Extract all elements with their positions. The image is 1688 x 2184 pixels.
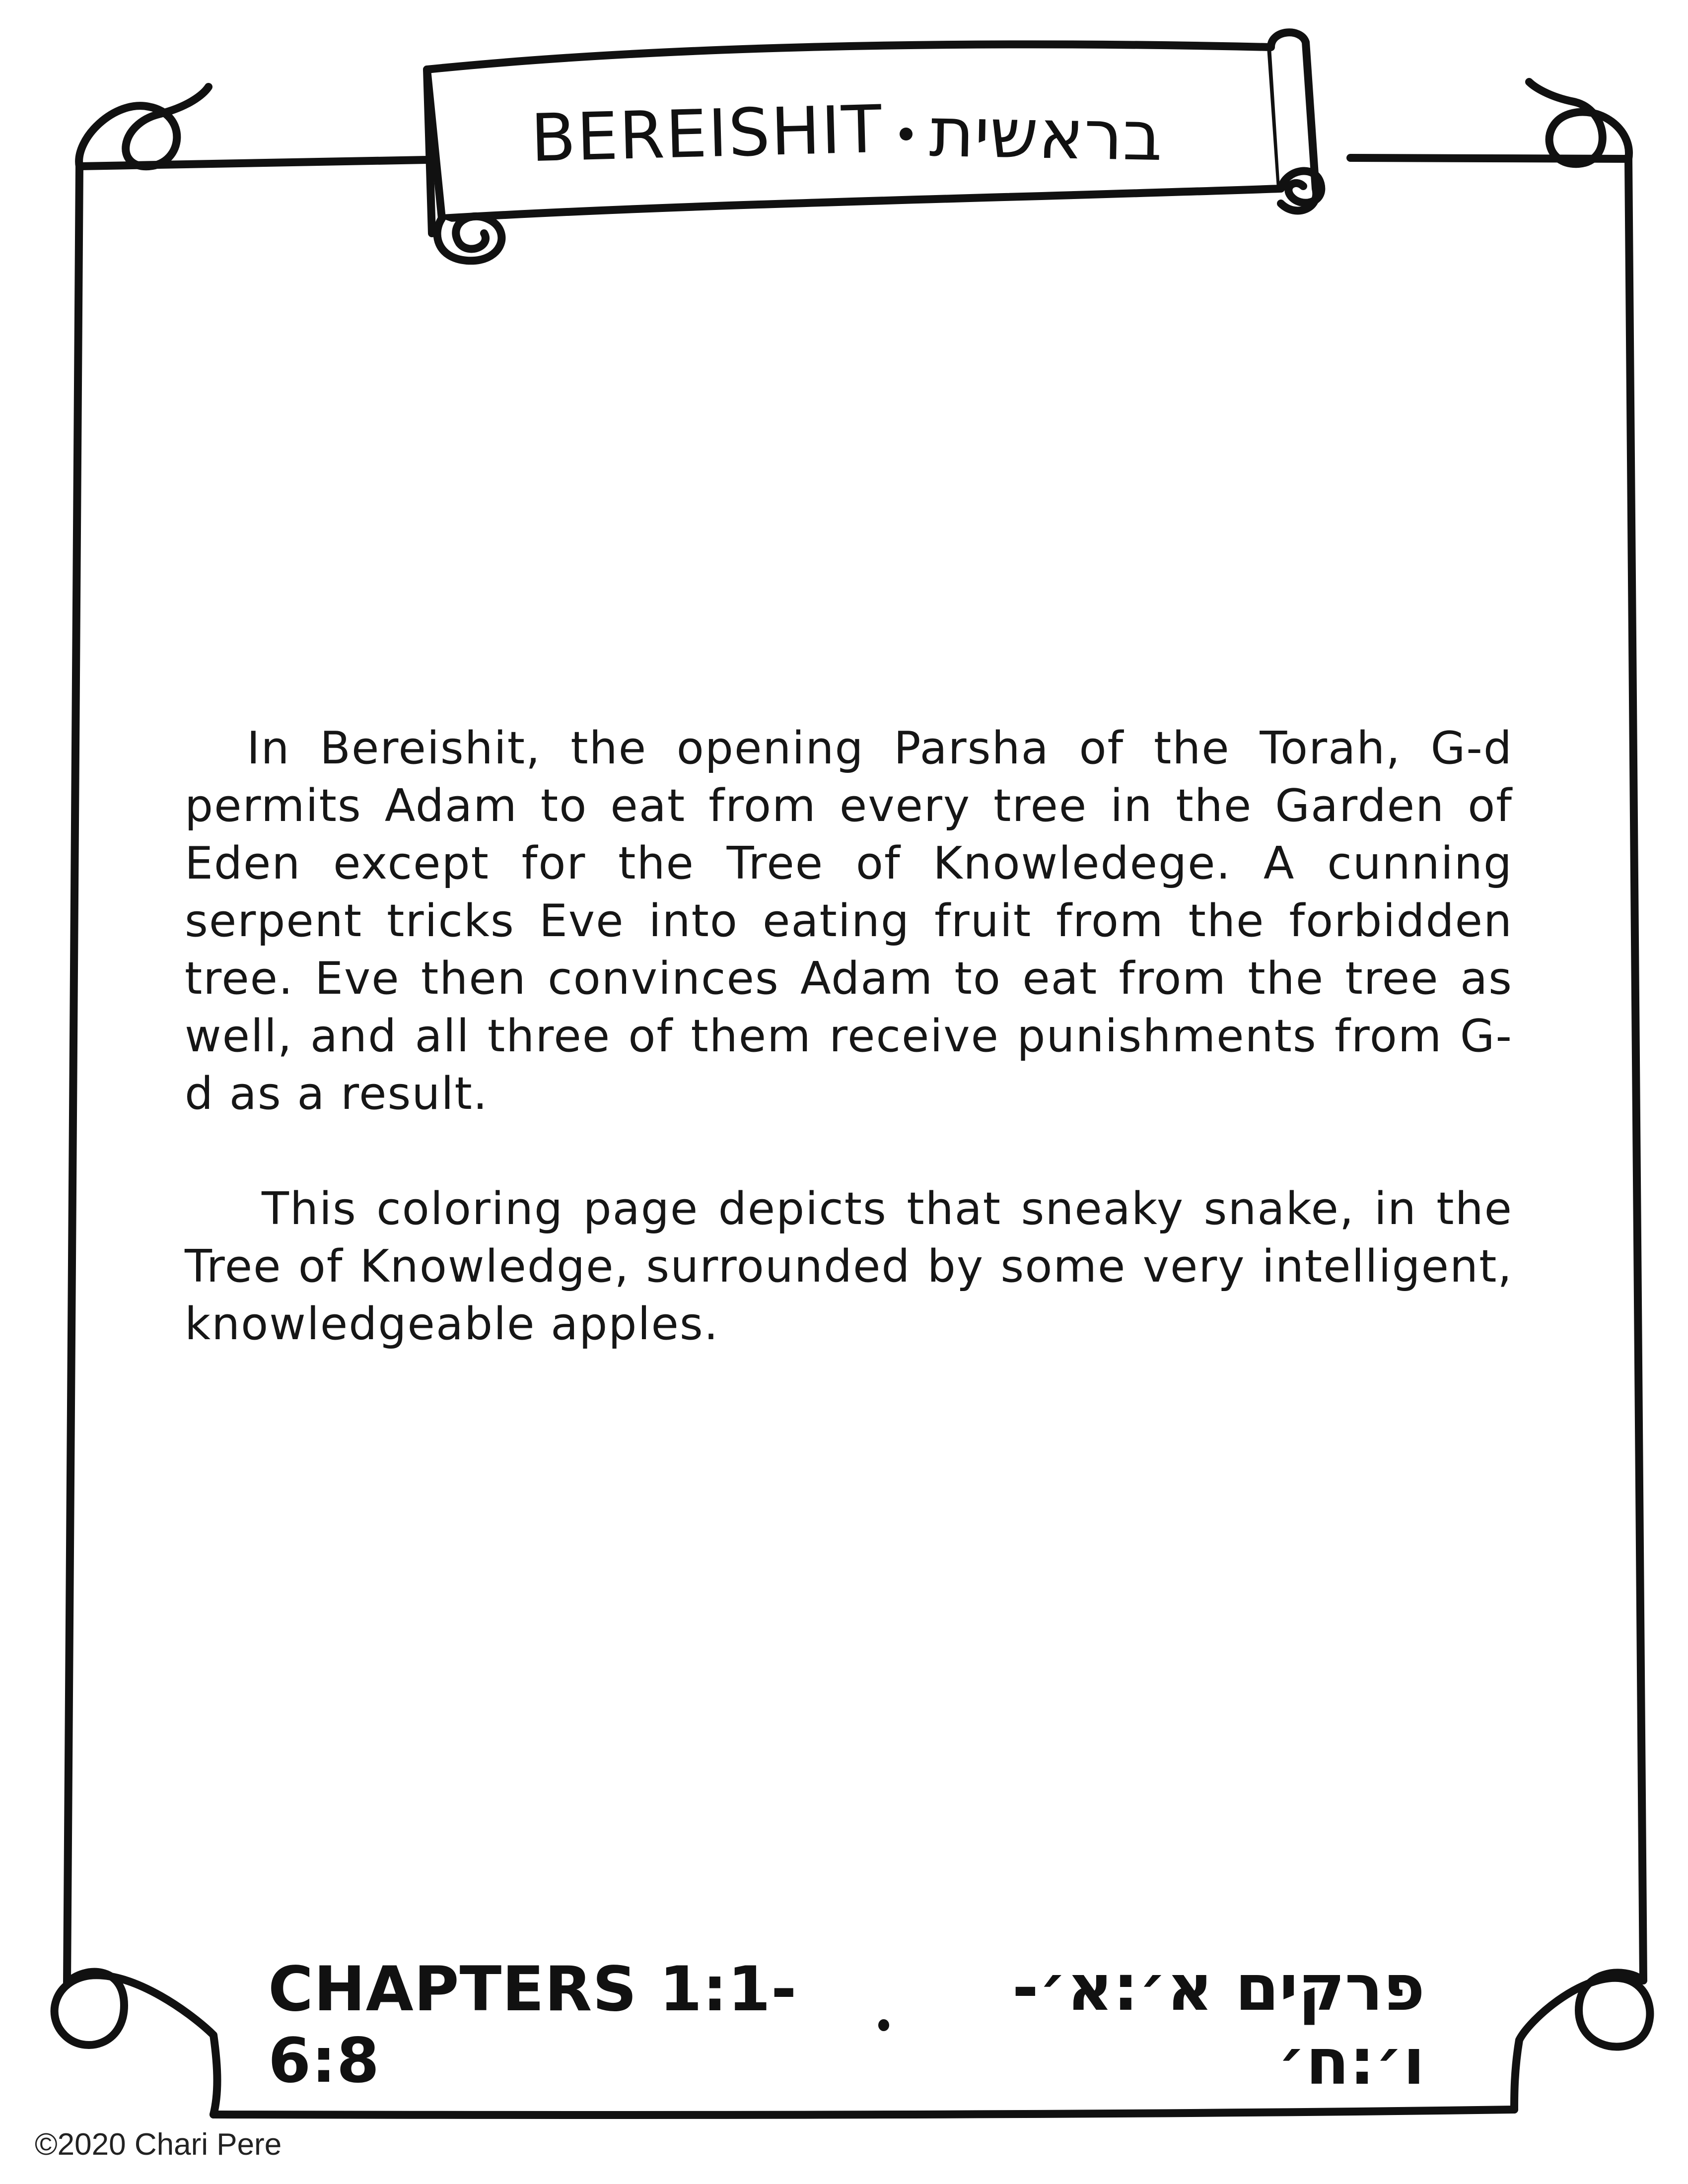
chapters-hebrew: פרקים א׳:א׳-ו׳:ח׳ xyxy=(1012,1951,1425,2099)
banner-left-curl xyxy=(437,216,502,261)
copyright-notice: ©2020 Chari Pere xyxy=(35,2127,282,2162)
title-hebrew: בראשית xyxy=(928,92,1163,176)
chapters-separator-dot xyxy=(878,2019,889,2031)
chapters-footer xyxy=(268,1951,1425,2099)
description-paragraph-1: In Bereishit, the opening Parsha of the Torah, G-d permits Adam to eat from every tree in the Garden of Eden except for the Tree of Knowledege. A cunning serpent tricks Eve into eating fruit from the forbidden tree. Eve then convinces Adam to eat from the tree as well, and all three of them receive punishments from G-d as a result. xyxy=(185,722,1513,1120)
bottom-left-curl xyxy=(55,1972,217,2115)
title-english: BEREISHIT xyxy=(530,91,884,177)
chapters-english: CHAPTERS 1:1-6:8 xyxy=(268,1954,797,2097)
top-left-curl xyxy=(79,87,209,166)
right-border-line xyxy=(1628,159,1643,1980)
left-border-line xyxy=(67,166,79,1983)
title-separator-dot xyxy=(900,128,913,140)
description-text xyxy=(185,720,1513,1411)
bottom-right-curl xyxy=(1514,1973,1650,2110)
top-right-curl xyxy=(1529,82,1629,164)
bottom-border-line xyxy=(213,2110,1514,2115)
banner-title xyxy=(467,84,1226,184)
description-paragraph-2: This coloring page depicts that sneaky snake, in the Tree of Knowledge, surrounded by some very intelligent, knowledgeable apples. xyxy=(185,1183,1513,1350)
banner-left-fold xyxy=(427,69,432,233)
